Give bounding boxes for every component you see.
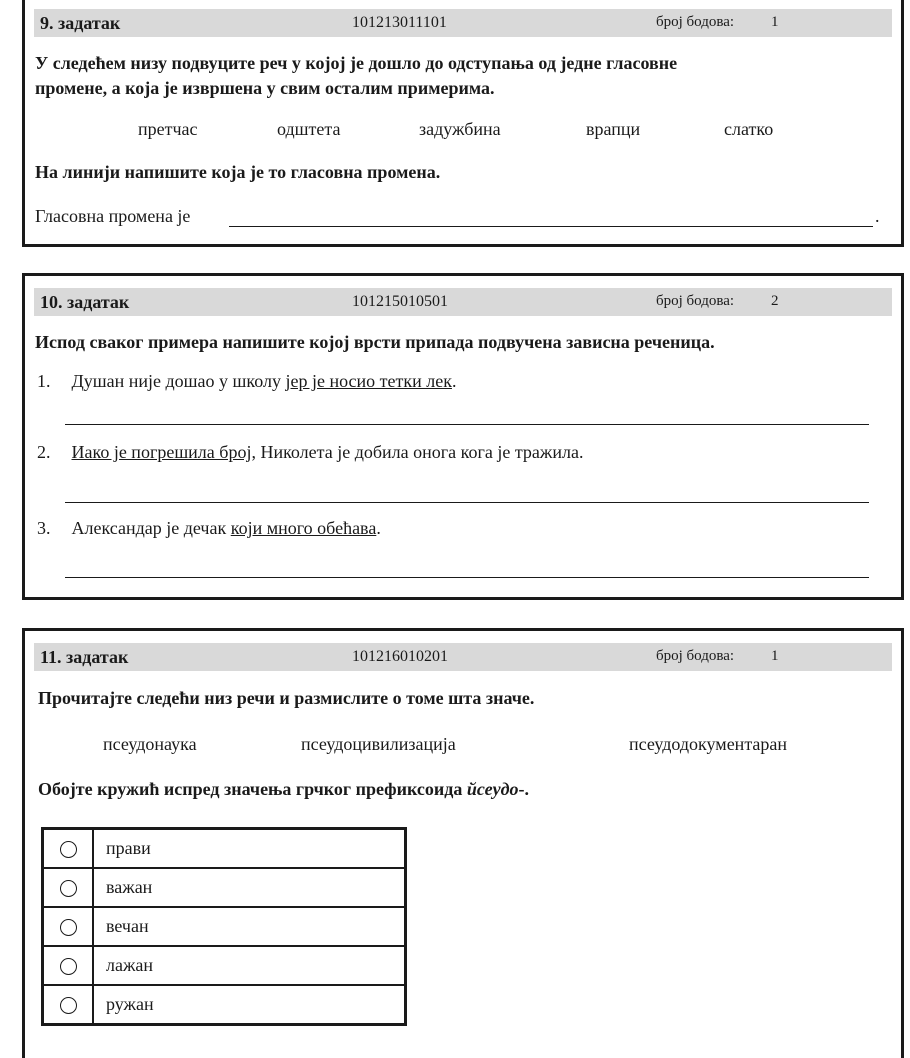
instruction-end: -. xyxy=(518,779,530,799)
option-row[interactable] xyxy=(43,829,406,869)
item-number: 3. xyxy=(37,518,51,538)
underlined-clause: који много обећава xyxy=(230,518,377,538)
task-10-instruction: Испод сваког примера напишите којој врсти припада подвучена зависна реченица. xyxy=(35,332,715,352)
task-code: 101213011101 xyxy=(352,14,447,31)
word-example: псеудодокументаран xyxy=(629,734,788,754)
item-1 xyxy=(37,371,456,392)
word-example: псеудоцивилизација xyxy=(301,734,456,754)
option-label: вечан xyxy=(93,907,406,946)
word-option[interactable]: задужбина xyxy=(419,119,501,139)
answer-line[interactable] xyxy=(229,226,873,227)
answer-line-2[interactable] xyxy=(65,502,869,503)
radio-circle-icon[interactable] xyxy=(60,958,77,975)
answer-line-1[interactable] xyxy=(65,424,869,425)
points-label: број бодова: xyxy=(656,14,735,30)
item-2 xyxy=(37,442,583,463)
points-value: 1 xyxy=(771,14,779,30)
task-11-instruction-2 xyxy=(38,779,529,800)
item-number: 1. xyxy=(37,371,51,391)
option-label: ружан xyxy=(93,985,406,1025)
option-row[interactable] xyxy=(43,907,406,946)
word-option[interactable]: одштета xyxy=(277,119,341,139)
radio-cell[interactable] xyxy=(43,829,94,869)
item-text: Александар је дечак xyxy=(71,518,231,538)
item-text-end: . xyxy=(376,518,381,538)
task-9-box xyxy=(22,0,904,247)
option-row[interactable] xyxy=(43,868,406,907)
radio-cell[interactable] xyxy=(43,868,94,907)
radio-cell[interactable] xyxy=(43,985,94,1025)
options-table xyxy=(41,827,407,1026)
answer-suffix: . xyxy=(875,206,880,226)
item-text: Душан није дошао у школу xyxy=(71,371,286,391)
word-option[interactable]: слатко xyxy=(724,119,774,139)
task-10-box xyxy=(22,273,904,600)
item-text-end: . xyxy=(451,371,457,391)
task-number: 11. задатак xyxy=(40,647,129,667)
task-11-header xyxy=(34,643,892,671)
points-label: број бодова: xyxy=(656,293,735,309)
task-9-instruction-line-2: промене, а која је извршена у свим осталим примерима. xyxy=(35,78,495,98)
word-example: псеудонаука xyxy=(103,734,197,754)
task-code: 101215010501 xyxy=(352,293,448,310)
task-9-instruction-2: На линији напишите која је то гласовна промена. xyxy=(35,162,441,182)
radio-circle-icon[interactable] xyxy=(60,880,77,897)
option-row[interactable] xyxy=(43,985,406,1025)
points-value: 1 xyxy=(771,648,779,664)
item-number: 2. xyxy=(37,442,51,462)
task-number: 9. задатак xyxy=(40,13,121,33)
task-10-header xyxy=(34,288,892,316)
task-9-header xyxy=(34,9,892,37)
answer-prefix: Гласовна промена је xyxy=(35,206,191,226)
item-3 xyxy=(37,518,381,539)
task-9-instruction-line-1: У следећем низу подвуците реч у којој је дошло до одступања од једне гласовне xyxy=(35,53,678,73)
word-option[interactable]: врапци xyxy=(586,119,641,139)
option-label: важан xyxy=(93,868,406,907)
word-option[interactable]: претчас xyxy=(138,119,198,139)
task-code: 101216010201 xyxy=(352,648,448,665)
prefix-italic: йсеудо xyxy=(466,779,519,799)
option-row[interactable] xyxy=(43,946,406,985)
points-label: број бодова: xyxy=(656,648,735,664)
underlined-clause: јер је носио тетки лек xyxy=(285,371,452,391)
radio-circle-icon[interactable] xyxy=(60,919,77,936)
option-label: прави xyxy=(93,829,406,869)
radio-circle-icon[interactable] xyxy=(60,841,77,858)
option-label: лажан xyxy=(93,946,406,985)
radio-cell[interactable] xyxy=(43,946,94,985)
instruction-text: Обојте кружић испред значења грчког префиксоида xyxy=(38,779,467,799)
task-11-box xyxy=(22,628,904,1058)
radio-circle-icon[interactable] xyxy=(60,997,77,1014)
task-number: 10. задатак xyxy=(40,292,130,312)
points-value: 2 xyxy=(771,293,779,309)
radio-cell[interactable] xyxy=(43,907,94,946)
task-11-instruction: Прочитајте следећи низ речи и размислите о томе шта значе. xyxy=(38,688,535,708)
underlined-clause: Иако је погрешила број xyxy=(71,442,252,462)
item-text: , Николета је добила онога кога је тражила. xyxy=(251,442,584,462)
answer-line-3[interactable] xyxy=(65,577,869,578)
